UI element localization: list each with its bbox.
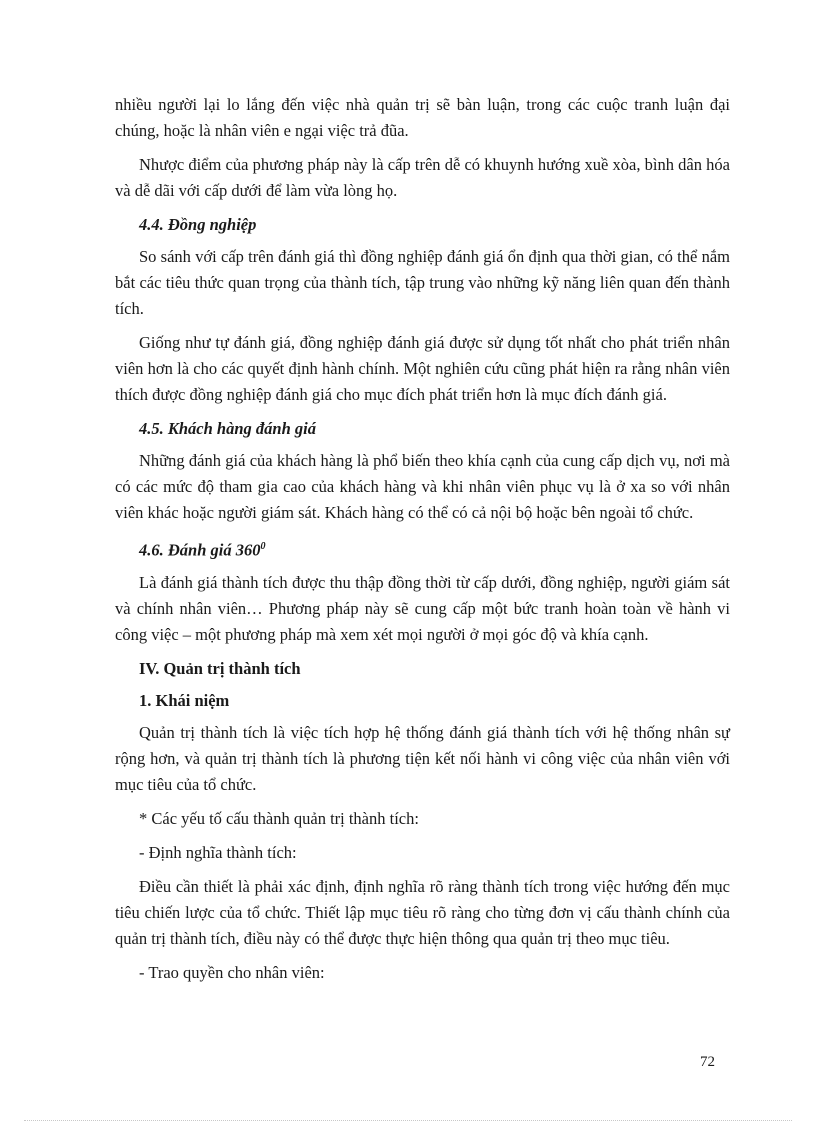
paragraph: Giống như tự đánh giá, đồng nghiệp đánh giá được sử dụng tốt nhất cho phát triển nhân viên hơn là cho các quyết định hành chính. Một nghiên cứu cũng phát hiện ra rằng nhân viên thích được đồng nghiệp đánh giá cho mục đích phát triển hơn là mục đích đánh giá. [115,333,730,404]
section-heading-iv: IV. Quản trị thành tích [139,658,301,678]
list-item: - Định nghĩa thành tích: [139,842,297,862]
degree-superscript: 0 [260,541,266,552]
section-heading-4-6-text: 4.6. Đánh giá 360 [139,540,261,560]
paragraph: Quản trị thành tích là việc tích hợp hệ thống đánh giá thành tích với hệ thống nhân sự rộng hơn, và quản trị thành tích là phương tiện kết nối hành vi công việc của nhân viên với mục tiêu của tổ chức. [115,722,730,794]
section-heading-4-5: 4.5. Khách hàng đánh giá [139,419,316,438]
paragraph: nhiều người lại lo lắng đến việc nhà quản trị sẽ bàn luận, trong các cuộc tranh luận đại chúng, hoặc là nhân viên e ngại việc trả đũa. [115,95,730,140]
page-number: 72 [700,1054,715,1070]
paragraph: Nhược điểm của phương pháp này là cấp trên dễ có khuynh hướng xuề xòa, bình dân hóa và dễ dãi với cấp dưới để làm vừa lòng họ. [115,155,730,200]
paragraph: Là đánh giá thành tích được thu thập đồng thời từ cấp dưới, đồng nghiệp, người giám sát và chính nhân viên… Phương pháp này sẽ cung cấp một bức tranh hoàn toàn về hành vi công việc – một phương pháp mà xem xét mọi người ở mọi góc độ và khía cạnh. [115,572,730,644]
paragraph: Điều cần thiết là phải xác định, định nghĩa rõ ràng thành tích trong việc hướng đến mục tiêu chiến lược của tổ chức. Thiết lập mục tiêu rõ ràng cho từng đơn vị cấu thành chính của quản trị thành tích, điều này có thể được thực hiện thông qua quản trị theo mục tiêu. [115,876,730,948]
list-item: - Trao quyền cho nhân viên: [139,962,325,982]
section-heading-4-6 [115,534,730,564]
section-heading-4-4: 4.4. Đồng nghiệp [139,215,257,234]
document-page [115,92,730,994]
subsection-heading-1: 1. Khái niệm [139,690,230,710]
paragraph: Những đánh giá của khách hàng là phổ biến theo khía cạnh của cung cấp dịch vụ, nơi mà có các mức độ tham gia cao của khách hàng và khi nhân viên phục vụ là ở xa so với nhân viên khác hoặc người giám sát. Khách hàng có thể có cả nội bộ hoặc bên ngoài tổ chức. [115,451,730,522]
paragraph: So sánh với cấp trên đánh giá thì đồng nghiệp đánh giá ổn định qua thời gian, có thể nắm bắt các tiêu thức quan trọng của thành tích, tập trung vào những kỹ năng liên quan đến thành tích. [115,247,730,318]
page-bottom-border [24,1120,792,1121]
list-intro: * Các yếu tố cấu thành quản trị thành tích: [139,808,419,828]
